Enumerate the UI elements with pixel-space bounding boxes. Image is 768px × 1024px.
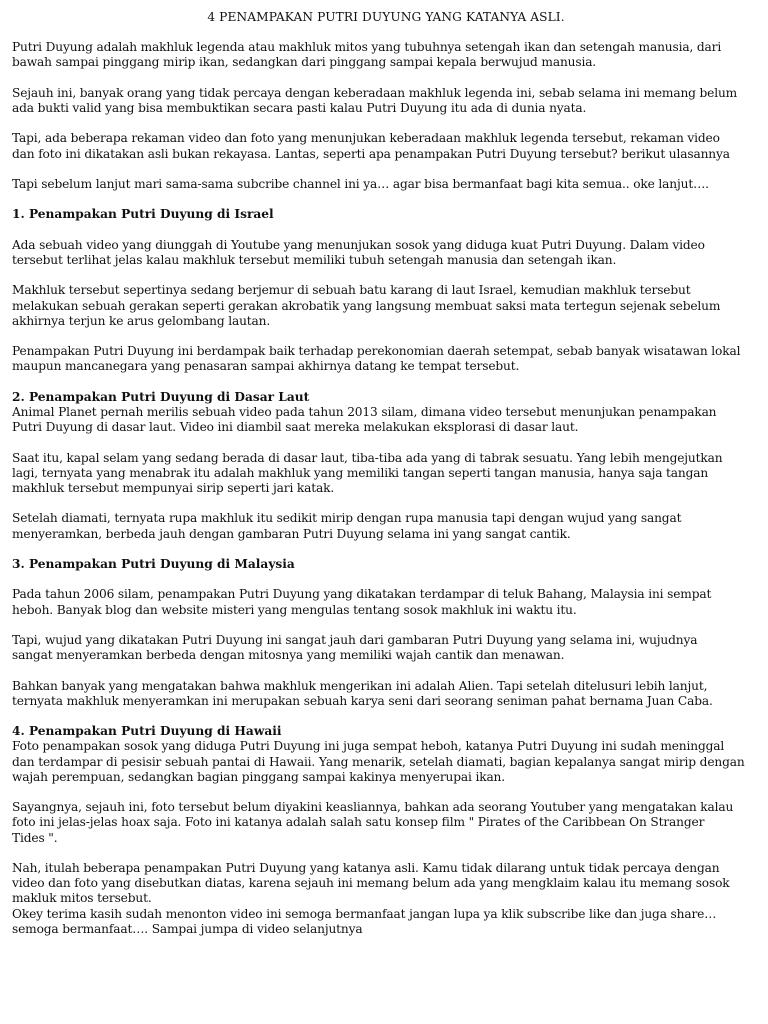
paragraph <box>12 177 760 192</box>
text-line: ada bukti valid yang bisa membuktikan secara pasti kalau Putri Duyung itu ada di dunia nyata. <box>12 101 587 115</box>
text-line: bawah sampai pinggang mirip ikan, sedangkan dari pinggang sampai kepala berwujud manusia. <box>12 55 597 70</box>
text-line: Sejauh ini, banyak orang yang tidak percaya dengan keberadaan makhluk legenda ini, sebab selama ini memang belum <box>12 85 738 100</box>
text-line: heboh. Banyak blog dan website misteri yang mengulas tentang sosok makhluk ini waktu itu. <box>12 602 577 617</box>
text-line: lagi, ternyata yang menabrak itu adalah makhluk yang memiliki tangan seperti tangan manusia, hanya saja tangan <box>12 465 709 480</box>
section-heading <box>12 390 760 405</box>
paragraph <box>12 679 760 709</box>
paragraph <box>12 283 760 329</box>
text-line: maupun mancanegara yang penasaran sampai akhirnya datang ke tempat tersebut. <box>12 359 520 374</box>
text-line: melakukan sebuah gerakan seperti gerakan akrobatik yang langsung membuat saksi mata tertegun sejenak sebelum <box>12 298 721 313</box>
text-line: Okey terima kasih sudah menonton video ini semoga bermanfaat jangan lupa ya klik subscribe like dan juga share… <box>12 906 717 921</box>
text-line: sangat menyeramkan berbeda dengan mitosnya yang memiliki wajah cantik dan menawan. <box>12 648 565 663</box>
text-line: Tapi sebelum lanjut mari sama-sama subcribe channel ini ya… agar bisa bermanfaat bagi kita semua.. oke lanjut…. <box>12 176 709 191</box>
text-line: Nah, itulah beberapa penampakan Putri Duyung yang katanya asli. Kamu tidak dilarang untuk tidak percaya dengan <box>12 860 720 875</box>
text-line: Putri Duyung adalah makhluk legenda atau makhluk mitos yang tubuhnya setengah ikan dan setengah manusia, dari <box>12 40 722 55</box>
text-line: Putri Duyung di dasar laut. Video ini diambil saat mereka melakukan eksplorasi di dasar laut. <box>12 420 579 435</box>
text-line: Tapi, ada beberapa rekaman video dan foto yang menunjukan keberadaan makhluk legenda tersebut, rekaman video <box>12 131 720 146</box>
text-line: dan terdampar di pesisir sebuah pantai di Hawaii. Yang menarik, setelah diamati, bagian kepalanya sangat mirip dengan <box>12 754 745 769</box>
text-line: Tides ". <box>12 830 58 845</box>
text-line: 2. Penampakan Putri Duyung di Dasar Laut <box>12 389 310 404</box>
text-line: Animal Planet pernah merilis sebuah video pada tahun 2013 silam, dimana video tersebut menunjukan penampakan <box>12 404 717 419</box>
section-heading <box>12 724 760 739</box>
text-line: makluk mitos tersebut. <box>12 891 152 906</box>
text-line: menyeramkan, berbeda jauh dengan gambaran Putri Duyung selama ini yang sangat cantik. <box>12 526 571 541</box>
text-line: Ada sebuah video yang diunggah di Youtube yang menunjukan sosok yang diduga kuat Putri Duyung. Dalam video <box>12 237 705 252</box>
document-body <box>12 40 760 937</box>
paragraph <box>12 800 760 846</box>
paragraph <box>12 511 760 541</box>
paragraph <box>12 344 760 374</box>
paragraph <box>12 587 760 617</box>
paragraph <box>12 405 760 435</box>
paragraph <box>12 633 760 663</box>
section-heading <box>12 207 760 222</box>
text-line: makhluk tersebut mempunyai sirip seperti jari katak. <box>12 480 335 495</box>
text-line: Foto penampakan sosok yang diduga Putri Duyung ini juga sempat heboh, katanya Putri Duyung ini sudah meninggal <box>12 739 725 754</box>
text-line: Pada tahun 2006 silam, penampakan Putri Duyung yang dikatakan terdampar di teluk Bahang, Malaysia ini sempat <box>12 587 712 602</box>
page-title: 4 PENAMPAKAN PUTRI DUYUNG YANG KATANYA ASLI. <box>207 10 565 24</box>
text-line: dan foto ini dikatakan asli bukan rekayasa. Lantas, seperti apa penampakan Putri Duyung tersebut? berikut ulasannya <box>12 146 730 161</box>
paragraph <box>12 238 760 268</box>
section-heading <box>12 557 760 572</box>
text-line: 4. Penampakan Putri Duyung di Hawaii <box>12 724 282 739</box>
text-line: semoga bermanfaat…. Sampai jumpa di video selanjutnya <box>12 921 363 936</box>
paragraph <box>12 907 760 937</box>
text-line: Saat itu, kapal selam yang sedang berada di dasar laut, tiba-tiba ada yang di tabrak sesuatu. Yang lebih mengejutkan <box>12 450 723 465</box>
text-line: foto ini jelas-jelas hoax saja. Foto ini katanya adalah salah satu konsep film " Pirates of the Caribbean On Stranger <box>12 815 705 830</box>
paragraph <box>12 861 760 907</box>
text-line: video dan foto yang disebutkan diatas, karena sejauh ini memang belum ada yang mengklaim kalau itu memang sosok <box>12 876 730 891</box>
text-line: Penampakan Putri Duyung ini berdampak baik terhadap perekonomian daerah setempat, sebab banyak wisatawan lokal <box>12 344 741 359</box>
paragraph <box>12 40 760 70</box>
text-line: Setelah diamati, ternyata rupa makhluk itu sedikit mirip dengan rupa manusia tapi dengan wujud yang sangat <box>12 511 682 526</box>
text-line: tersebut terlihat jelas kalau makhluk tersebut memiliki tubuh setengah manusia dan setengah ikan. <box>12 252 617 267</box>
text-line: akhirnya terjun ke arus gelombang lautan. <box>12 313 271 328</box>
text-line: 1. Penampakan Putri Duyung di Israel <box>12 207 274 222</box>
text-line: 3. Penampakan Putri Duyung di Malaysia <box>12 556 295 571</box>
paragraph <box>12 739 760 785</box>
paragraph <box>12 86 760 116</box>
text-line: Tapi, wujud yang dikatakan Putri Duyung ini sangat jauh dari gambaran Putri Duyung yang selama ini, wujudnya <box>12 632 698 647</box>
text-line: Sayangnya, sejauh ini, foto tersebut belum diyakini keasliannya, bahkan ada seorang Youtuber yang mengatakan kalau <box>12 800 734 815</box>
paragraph <box>12 451 760 497</box>
text-line: wajah perempuan, sedangkan bagian pinggang sampai kakinya menyerupai ikan. <box>12 769 505 784</box>
text-line: ternyata makhluk menyeramkan ini merupakan sebuah karya seni dari seorang seniman pahat bernama Juan Caba. <box>12 693 713 708</box>
document-page <box>12 10 760 952</box>
text-line: Makhluk tersebut sepertinya sedang berjemur di sebuah batu karang di laut Israel, kemudian makhluk tersebut <box>12 283 691 298</box>
paragraph <box>12 131 760 161</box>
text-line: Bahkan banyak yang mengatakan bahwa makhluk mengerikan ini adalah Alien. Tapi setelah ditelusuri lebih lanjut, <box>12 678 708 693</box>
